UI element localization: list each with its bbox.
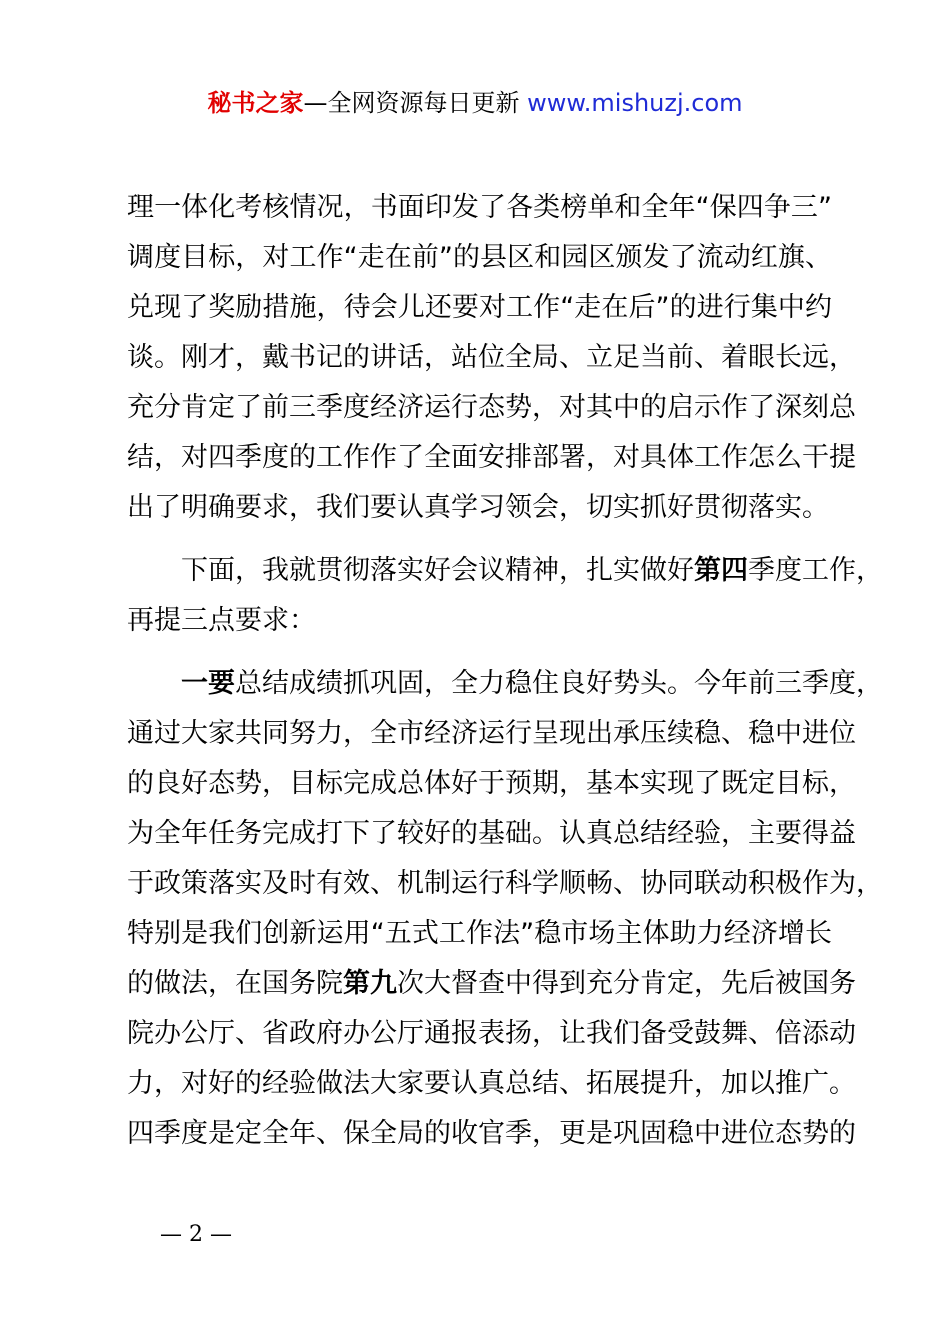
paragraph-line: 充分肯定了前三季度经济运行态势，对其中的启示作了深刻总 (127, 392, 856, 423)
paragraph-line: 出了明确要求，我们要认真学习领会，切实抓好贯彻落实。 (127, 492, 829, 523)
paragraph-2 (127, 546, 883, 646)
paragraph-line: 理一体化考核情况，书面印发了各类榜单和全年“保四争三” (127, 192, 832, 223)
bold-text: 第九 (343, 968, 397, 999)
paragraph-line: 通过大家共同努力，全市经济运行呈现出承压续稳、稳中进位 (127, 718, 856, 749)
header-url[interactable]: www.mishuzj.com (527, 89, 743, 117)
paragraph-line: 调度目标，对工作“走在前”的县区和园区颁发了流动红旗、 (127, 242, 832, 273)
paragraph-line: 结，对四季度的工作作了全面安排部署，对具体工作怎么干提 (127, 442, 856, 473)
paragraph-line: 于政策落实及时有效、机制运行科学顺畅、协同联动积极作为， (127, 868, 883, 899)
text-run: 的做法，在国务院 (127, 968, 343, 999)
text-run: 季度工作， (748, 555, 883, 586)
paragraph-line: 谈。刚才，戴书记的讲话，站位全局、立足当前、着眼长远， (127, 342, 856, 373)
header-separator: — (303, 89, 328, 117)
text-run: 下面，我就贯彻落实好会议精神，扎实做好 (181, 555, 694, 586)
page-number: — 2 — (160, 1222, 232, 1247)
text-run: 总结成绩抓巩固，全力稳住良好势头。今年前三季度， (235, 668, 883, 699)
bold-text: 第四 (694, 555, 748, 586)
paragraph-line: 院办公厅、省政府办公厅通报表扬，让我们备受鼓舞、倍添动 (127, 1018, 856, 1049)
page-header (0, 86, 950, 120)
paragraph-line (127, 959, 856, 1009)
brand-name: 秘书之家 (207, 89, 304, 117)
paragraph-line: 的良好态势，目标完成总体好于预期，基本实现了既定目标， (127, 768, 856, 799)
paragraph-line: 兑现了奖励措施，待会儿还要对工作“走在后”的进行集中约 (127, 292, 832, 323)
text-run: 次大督查中得到充分肯定，先后被国务 (397, 968, 856, 999)
paragraph-3 (127, 659, 883, 1159)
paragraph-line (127, 659, 883, 709)
header-tagline: 全网资源每日更新 (327, 89, 528, 117)
paragraph-line (127, 546, 883, 596)
paragraph-1 (127, 183, 856, 533)
document-body (127, 183, 883, 1159)
paragraph-line: 特别是我们创新运用“五式工作法”稳市场主体助力经济增长 (127, 918, 832, 949)
paragraph-line: 再提三点要求： (127, 605, 316, 636)
bold-text: 一要 (181, 668, 235, 699)
paragraph-line: 为全年任务完成打下了较好的基础。认真总结经验，主要得益 (127, 818, 856, 849)
paragraph-line: 力，对好的经验做法大家要认真总结、拓展提升，加以推广。 (127, 1068, 856, 1099)
paragraph-line: 四季度是定全年、保全局的收官季，更是巩固稳中进位态势的 (127, 1118, 856, 1149)
